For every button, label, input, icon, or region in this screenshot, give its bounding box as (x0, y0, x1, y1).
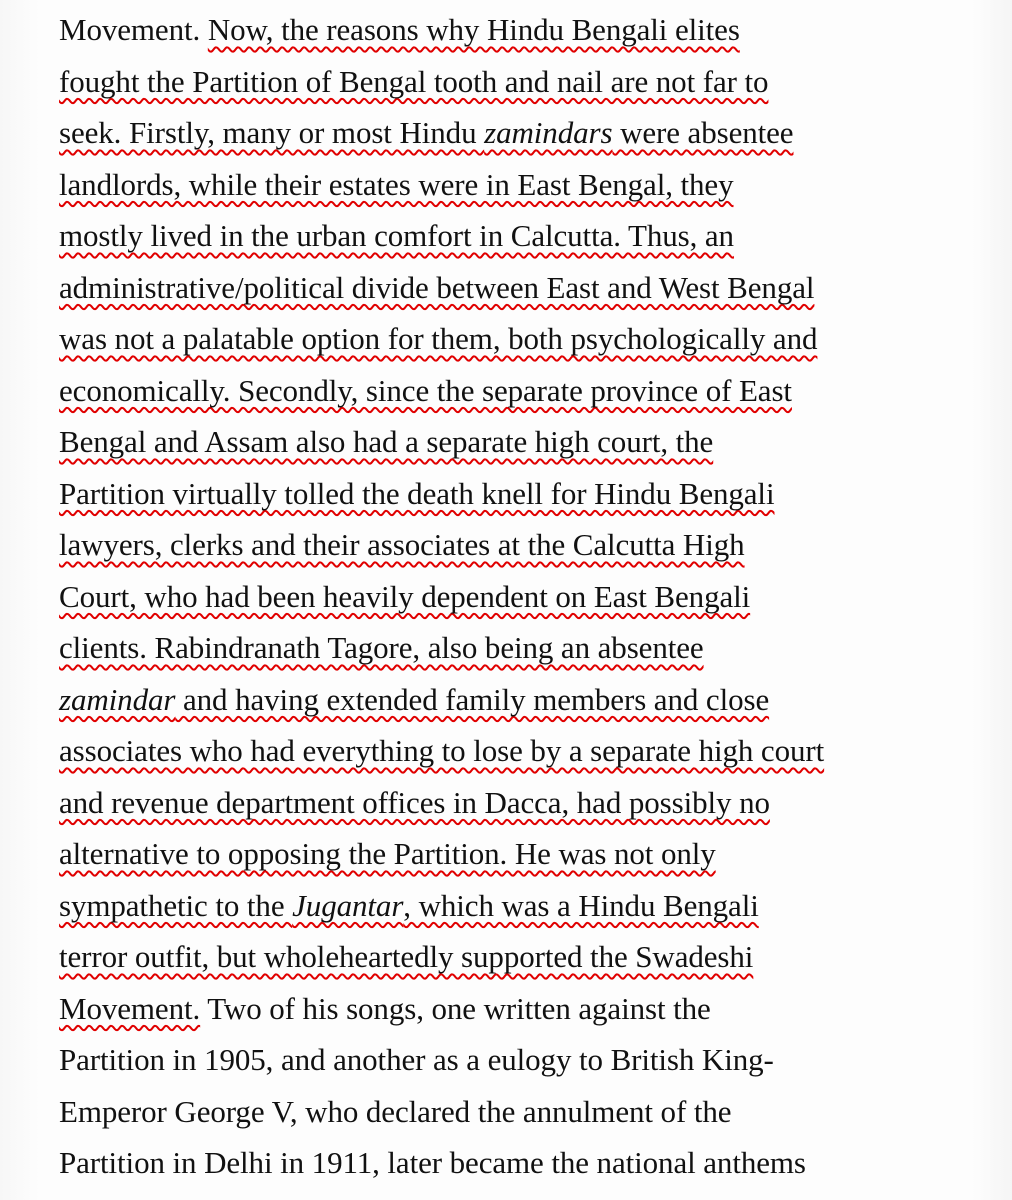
document-text-body[interactable] (59, 10, 1004, 1195)
text-line (59, 268, 1004, 320)
spellcheck-flagged-text: Partition virtually tolled the death knell for Hindu Bengali (59, 475, 775, 511)
spellcheck-flagged-text: associates who had everything to lose by a separate high court (59, 733, 825, 768)
spellcheck-flagged-text: fought the Partition of Bengal tooth and nail are not far to (59, 63, 769, 99)
spellcheck-flagged-text: were absentee (612, 115, 794, 150)
text-line (59, 422, 1004, 474)
text-line (59, 1092, 1004, 1144)
spellcheck-flagged-text: landlords, while their estates were in East Bengal, they (59, 166, 734, 202)
text-segment: Two of his songs, one written against the (200, 990, 711, 1026)
text-line (59, 1040, 1004, 1092)
text-line (59, 577, 1004, 629)
text-line (59, 1143, 1004, 1195)
spellcheck-flagged-text: sympathetic to the (59, 887, 293, 923)
spellcheck-flagged-text: terror outfit, but wholeheartedly supported the Swadeshi (59, 939, 754, 974)
text-line (59, 10, 1004, 62)
text-line (59, 886, 1004, 938)
text-line (59, 731, 1004, 783)
spellcheck-flagged-text: Now, the reasons why Hindu Bengali elites (207, 12, 740, 47)
spellcheck-flagged-text: zamindar (59, 681, 176, 717)
text-line (59, 834, 1004, 886)
text-segment: Partition in Delhi in 1911, later became the national anthems (59, 1145, 806, 1180)
spellcheck-flagged-text: , which was a Hindu Bengali (403, 887, 759, 923)
text-segment: Emperor George V, who declared the annulment of the (59, 1093, 732, 1129)
spellcheck-flagged-text: and having extended family members and close (175, 681, 770, 717)
text-line (59, 371, 1004, 423)
spellcheck-flagged-text: clients. Rabindranath Tagore, also being an absentee (59, 630, 704, 665)
text-line (59, 680, 1004, 732)
spellcheck-flagged-text: Movement. (59, 990, 201, 1026)
spellcheck-flagged-text: alternative to opposing the Partition. He was not only (59, 836, 716, 871)
spellcheck-flagged-text: administrative/political divide between East and West Bengal (59, 269, 815, 305)
spellcheck-flagged-text: economically. Secondly, since the separate province of East (59, 372, 792, 408)
text-line (59, 525, 1004, 577)
text-line (59, 989, 1004, 1041)
spellcheck-flagged-text: was not a palatable option for them, both psychologically and (59, 321, 818, 356)
text-line (59, 216, 1004, 268)
text-line (59, 62, 1004, 114)
text-segment: Partition in 1905, and another as a eulogy to British King- (59, 1042, 774, 1077)
text-line (59, 113, 1004, 165)
spellcheck-flagged-text: zamindars (484, 115, 613, 150)
text-line (59, 165, 1004, 217)
spellcheck-flagged-text: Court, who had been heavily dependent on East Bengali (59, 578, 751, 614)
text-line (59, 319, 1004, 371)
text-line (59, 937, 1004, 989)
spellcheck-flagged-text: mostly lived in the urban comfort in Calcutta. Thus, an (59, 218, 734, 253)
spellcheck-flagged-text: lawyers, clerks and their associates at the Calcutta High (59, 527, 745, 562)
text-line (59, 474, 1004, 526)
spellcheck-flagged-text: and revenue department offices in Dacca, had possibly no (59, 784, 770, 820)
text-line (59, 628, 1004, 680)
spellcheck-flagged-text: seek. Firstly, many or most Hindu (59, 115, 485, 150)
spellcheck-flagged-text: Jugantar (292, 887, 404, 923)
spellcheck-flagged-text: Bengal and Assam also had a separate high court, the (59, 424, 714, 459)
text-line (59, 783, 1004, 835)
text-segment: Movement. (59, 12, 208, 47)
